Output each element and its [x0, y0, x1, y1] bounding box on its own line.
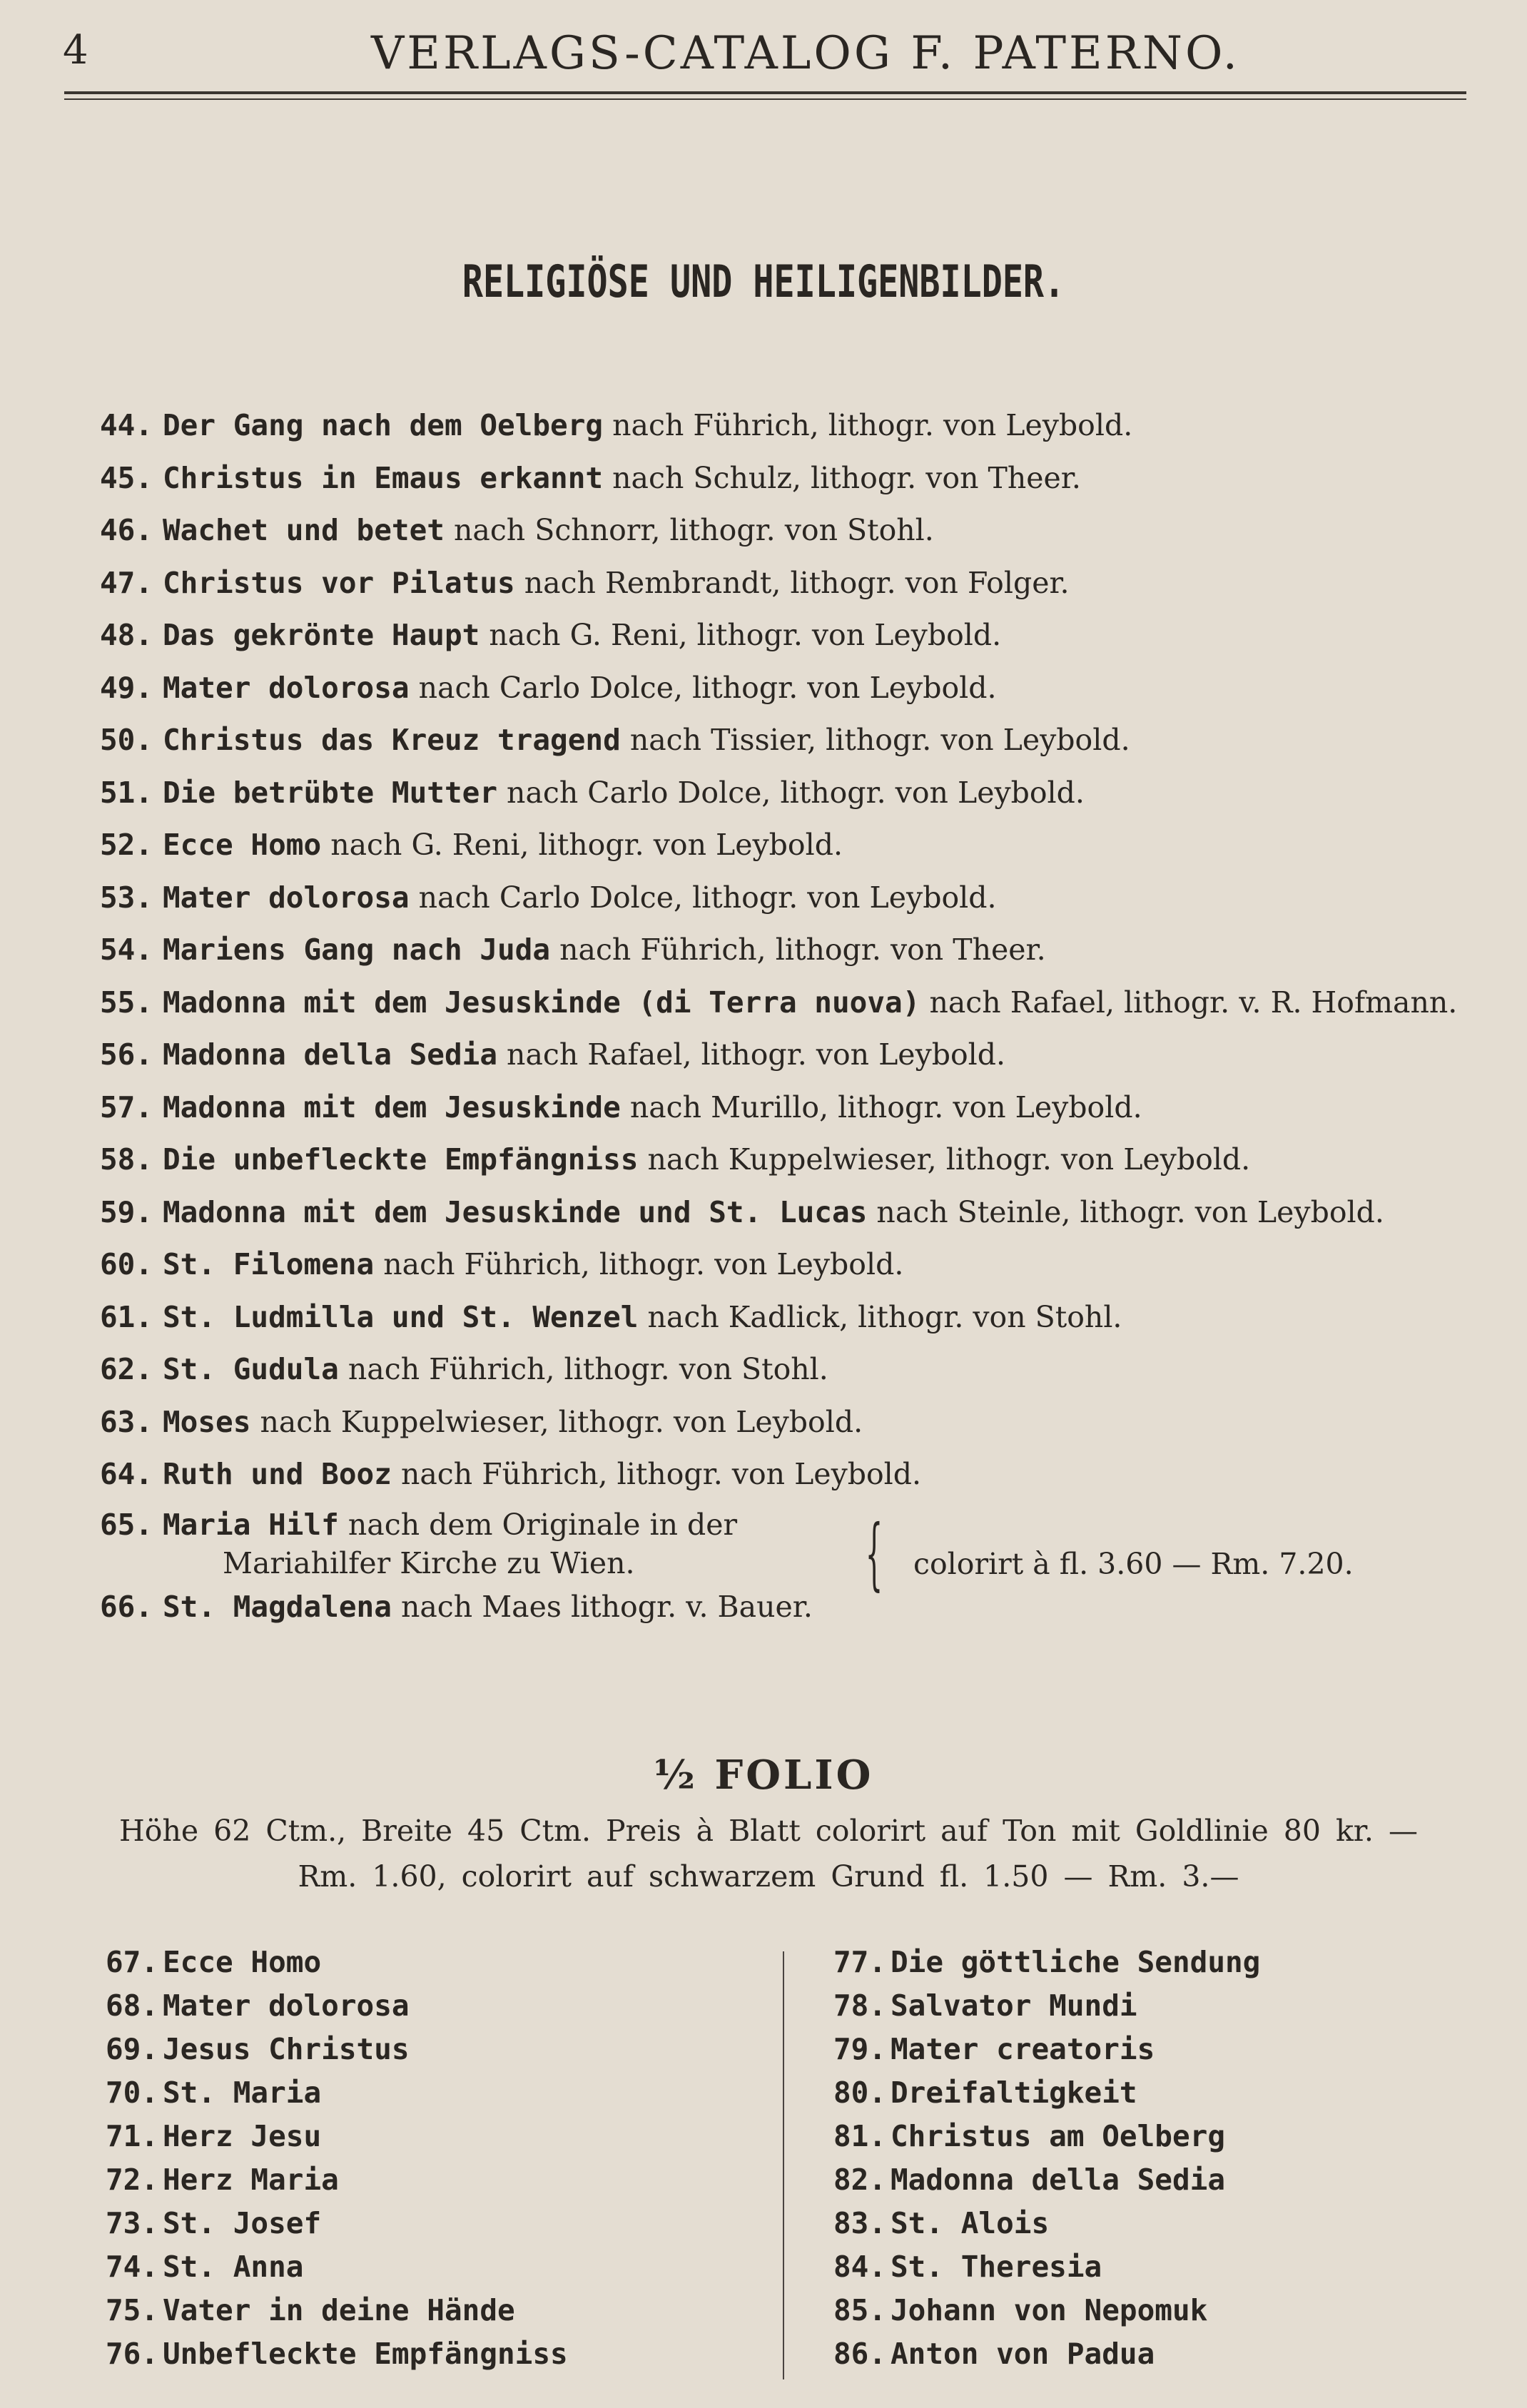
entry-detail: nach Schulz, lithogr. von Theer.	[603, 460, 1081, 495]
list-item	[833, 2071, 1476, 2115]
list-item	[106, 2028, 748, 2071]
entry-number: 54.	[100, 933, 153, 967]
entry-detail: nach Steinle, lithogr. von Leybold.	[867, 1194, 1384, 1229]
catalog-entry	[100, 1187, 1513, 1239]
right-column-list	[833, 1941, 1476, 2376]
page-number: 4	[63, 27, 88, 73]
list-item	[833, 2332, 1476, 2376]
entry-number: 60.	[100, 1247, 153, 1281]
entry-number: 70.	[106, 2076, 159, 2110]
entry-title: St. Anna	[163, 2250, 304, 2284]
entry-number: 84.	[833, 2250, 887, 2284]
entry-title: Ruth und Booz	[163, 1457, 392, 1491]
entry-number: 73.	[106, 2206, 159, 2240]
header-rule-thin	[64, 98, 1466, 100]
list-item	[106, 1941, 748, 1984]
list-item	[833, 2115, 1476, 2158]
entry-number: 86.	[833, 2337, 887, 2371]
entry-title: Maria Hilf	[163, 1508, 339, 1542]
entry-number: 63.	[100, 1404, 153, 1439]
entry-detail: nach Rembrandt, lithogr. von Folger.	[514, 565, 1070, 600]
folio-heading: ½ FOLIO	[653, 1752, 874, 1799]
entry-title: St. Gudula	[163, 1352, 339, 1386]
entry-number: 51.	[100, 775, 153, 810]
entry-number: 72.	[106, 2163, 159, 2197]
entry-detail: nach G. Reni, lithogr. von Leybold.	[321, 828, 843, 862]
entry-number: 47.	[100, 565, 153, 600]
entry-title: Ecce Homo	[163, 1945, 322, 1979]
entry-title: St. Alois	[891, 2206, 1050, 2240]
catalog-entry	[100, 924, 1513, 977]
entry-detail: nach Führich, lithogr. von Stohl.	[338, 1352, 828, 1386]
catalog-list	[100, 400, 1513, 1501]
entry-title: Christus in Emaus erkannt	[163, 460, 604, 495]
entry-detail: nach Tissier, lithogr. von Leybold.	[620, 723, 1130, 757]
running-title: VERLAGS-CATALOG F. PATERNO.	[371, 27, 1240, 80]
entry-number: 85.	[833, 2293, 887, 2327]
entry-detail: nach G. Reni, lithogr. von Leybold.	[480, 618, 1002, 652]
catalog-entry	[100, 557, 1513, 610]
entry-number: 56.	[100, 1037, 153, 1072]
brace-icon: {	[865, 1508, 883, 1599]
catalog-entry	[100, 1239, 1513, 1291]
entry-detail: nach Carlo Dolce, lithogr. von Leybold.	[409, 880, 997, 915]
list-item	[833, 2028, 1476, 2071]
entry-number: 74.	[106, 2250, 159, 2284]
entry-number: 64.	[100, 1457, 153, 1491]
entry-detail: nach Carlo Dolce, lithogr. von Leybold.	[409, 670, 997, 705]
entry-number: 67.	[106, 1945, 159, 1979]
catalog-entry	[100, 400, 1513, 452]
entry-title: St. Magdalena	[163, 1590, 392, 1624]
list-item	[833, 1941, 1476, 1984]
entry-detail: nach Führich, lithogr. von Leybold.	[603, 408, 1133, 442]
entry-number: 80.	[833, 2076, 887, 2110]
entry-number: 57.	[100, 1089, 153, 1124]
entry-number: 76.	[106, 2337, 159, 2371]
entry-title: Dreifaltigkeit	[891, 2076, 1137, 2110]
entry-title: Der Gang nach dem Oelberg	[163, 408, 604, 442]
header-rule	[64, 91, 1466, 94]
catalog-entry	[100, 872, 1513, 925]
list-item	[833, 1984, 1476, 2028]
column-divider	[783, 1951, 784, 2379]
folio-description	[66, 1808, 1471, 1899]
catalog-entry	[100, 1082, 1513, 1134]
catalog-entry	[100, 714, 1513, 767]
list-item	[106, 2158, 748, 2202]
folio-description-line: Höhe 62 Ctm., Breite 45 Ctm. Preis à Blatt colorirt auf Ton mit Goldlinie 80 kr. —	[119, 1814, 1418, 1848]
list-item	[106, 2245, 748, 2289]
entry-number: 45.	[100, 460, 153, 495]
list-item	[106, 2202, 748, 2245]
entry-title: Christus vor Pilatus	[163, 565, 515, 600]
entry-title: Mater dolorosa	[163, 670, 410, 705]
entry-title: Ecce Homo	[163, 828, 322, 862]
entry-title: Anton von Padua	[891, 2337, 1155, 2371]
folio-description-line: Rm. 1.60, colorirt auf schwarzem Grund fl. 1.50 — Rm. 3.—	[298, 1859, 1239, 1894]
catalog-entry	[100, 1587, 813, 1626]
entry-number: 65.	[100, 1508, 153, 1542]
entry-number: 61.	[100, 1299, 153, 1334]
entry-number: 59.	[100, 1194, 153, 1229]
entry-title: Wachet und betet	[163, 513, 445, 547]
list-item	[833, 2245, 1476, 2289]
entry-detail: nach Führich, lithogr. von Leybold.	[374, 1247, 904, 1281]
catalog-entry	[100, 1343, 1513, 1396]
catalog-entry	[100, 1448, 1513, 1501]
catalog-entry	[100, 767, 1513, 820]
entry-number: 81.	[833, 2119, 887, 2153]
list-item	[833, 2289, 1476, 2332]
entry-number: 48.	[100, 618, 153, 652]
catalog-entry	[100, 1505, 737, 1583]
entry-number: 69.	[106, 2032, 159, 2066]
entry-title: Herz Maria	[163, 2163, 339, 2197]
catalog-entry	[100, 609, 1513, 662]
entry-number: 53.	[100, 880, 153, 915]
entry-detail: nach Maes lithogr. v. Bauer.	[391, 1590, 813, 1624]
catalog-entry	[100, 1291, 1513, 1344]
entry-detail: nach Führich, lithogr. von Theer.	[550, 933, 1046, 967]
entry-number: 58.	[100, 1142, 153, 1177]
entry-number: 55.	[100, 985, 153, 1020]
list-item	[833, 2158, 1476, 2202]
entry-number: 77.	[833, 1945, 887, 1979]
entry-number: 71.	[106, 2119, 159, 2153]
entry-title: St. Filomena	[163, 1247, 375, 1281]
entry-number: 66.	[100, 1590, 153, 1624]
entry-number: 83.	[833, 2206, 887, 2240]
list-item	[106, 2115, 748, 2158]
list-item	[833, 2202, 1476, 2245]
catalog-entry	[100, 1029, 1513, 1082]
list-item	[106, 2071, 748, 2115]
entry-number: 50.	[100, 723, 153, 757]
catalog-entry	[100, 452, 1513, 505]
entry-number: 68.	[106, 1988, 159, 2023]
entry-detail: nach Rafael, lithogr. von Leybold.	[497, 1037, 1006, 1072]
entry-detail: nach dem Originale in der	[338, 1508, 738, 1542]
entry-number: 49.	[100, 670, 153, 705]
entry-title: Vater in deine Hände	[163, 2293, 515, 2327]
entry-title: Salvator Mundi	[891, 1988, 1137, 2023]
entry-title: Madonna della Sedia	[891, 2163, 1225, 2197]
entry-detail: nach Rafael, lithogr. v. R. Hofmann.	[920, 985, 1458, 1020]
entry-number: 46.	[100, 513, 153, 547]
list-item	[106, 2289, 748, 2332]
catalog-entry	[100, 819, 1513, 872]
entry-title: Unbefleckte Empfängniss	[163, 2337, 568, 2371]
entry-title: Mater creatoris	[891, 2032, 1155, 2066]
entry-title: Mariens Gang nach Juda	[163, 933, 551, 967]
entry-title: Christus das Kreuz tragend	[163, 723, 621, 757]
entry-detail: nach Schnorr, lithogr. von Stohl.	[444, 513, 934, 547]
entry-title: Madonna mit dem Jesuskinde (di Terra nuova)	[163, 985, 920, 1020]
entry-number: 82.	[833, 2163, 887, 2197]
list-item	[106, 2332, 748, 2376]
entry-detail-continued: Mariahilfer Kirche zu Wien.	[223, 1546, 635, 1580]
catalog-entry	[100, 504, 1513, 557]
entry-title: Mater dolorosa	[163, 880, 410, 915]
entry-title: Madonna della Sedia	[163, 1037, 497, 1072]
catalog-entry	[100, 1134, 1513, 1187]
entry-detail: nach Kuppelwieser, lithogr. von Leybold.	[250, 1404, 863, 1439]
entry-detail: nach Carlo Dolce, lithogr. von Leybold.	[497, 775, 1085, 810]
entry-title: Mater dolorosa	[163, 1988, 410, 2023]
group-price: colorirt à fl. 3.60 — Rm. 7.20.	[913, 1547, 1354, 1581]
entry-title: Christus am Oelberg	[891, 2119, 1225, 2153]
entry-number: 62.	[100, 1352, 153, 1386]
grouped-entries	[100, 1505, 1513, 1627]
catalog-entry	[100, 1396, 1513, 1449]
entry-title: Die göttliche Sendung	[891, 1945, 1261, 1979]
catalog-entry	[100, 662, 1513, 715]
entry-detail: nach Murillo, lithogr. von Leybold.	[620, 1089, 1142, 1124]
entry-title: St. Ludmilla und St. Wenzel	[163, 1299, 639, 1334]
entry-title: Johann von Nepomuk	[891, 2293, 1208, 2327]
entry-title: St. Maria	[163, 2076, 322, 2110]
entry-title: Herz Jesu	[163, 2119, 322, 2153]
list-item	[106, 1984, 748, 2028]
entry-detail: nach Kadlick, lithogr. von Stohl.	[638, 1299, 1122, 1334]
entry-detail: nach Führich, lithogr. von Leybold.	[391, 1457, 922, 1491]
entry-title: Die betrübte Mutter	[163, 775, 497, 810]
entry-number: 79.	[833, 2032, 887, 2066]
entry-title: Jesus Christus	[163, 2032, 410, 2066]
left-column-list	[106, 1941, 748, 2376]
entry-number: 78.	[833, 1988, 887, 2023]
entry-title: Madonna mit dem Jesuskinde und St. Lucas	[163, 1194, 868, 1229]
section-title: RELIGIÖSE UND HEILIGENBILDER.	[462, 255, 1065, 308]
entry-title: Madonna mit dem Jesuskinde	[163, 1089, 621, 1124]
entry-number: 75.	[106, 2293, 159, 2327]
entry-number: 52.	[100, 828, 153, 862]
catalog-entry	[100, 977, 1513, 1030]
entry-title: Moses	[163, 1404, 251, 1439]
entry-title: Das gekrönte Haupt	[163, 618, 480, 652]
entry-title: St. Theresia	[891, 2250, 1102, 2284]
entry-detail: nach Kuppelwieser, lithogr. von Leybold.	[638, 1142, 1251, 1177]
entry-title: St. Josef	[163, 2206, 322, 2240]
entry-title: Die unbefleckte Empfängniss	[163, 1142, 639, 1177]
entry-number: 44.	[100, 408, 153, 442]
